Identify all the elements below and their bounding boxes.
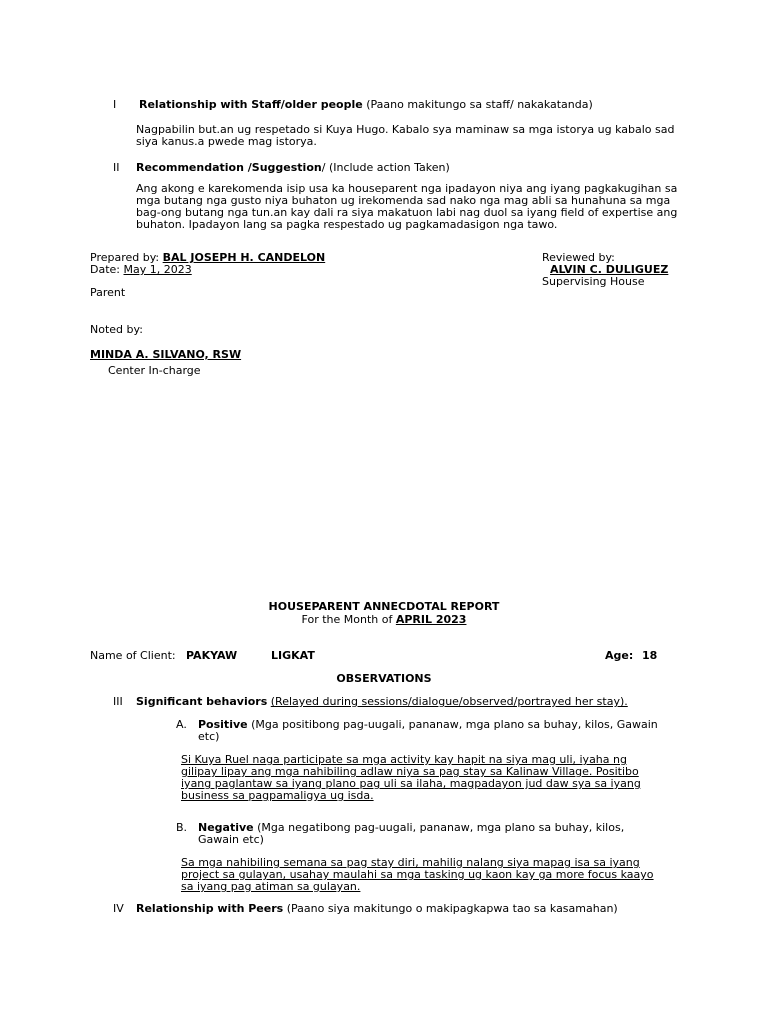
section-ii-numeral: II bbox=[113, 161, 120, 174]
section-iii-heading: Significant behaviors bbox=[136, 695, 268, 708]
observations-heading: OBSERVATIONS bbox=[336, 672, 432, 685]
section-iii-heading-line bbox=[136, 696, 628, 708]
section-i-body: Nagpabilin but.an ug respetado si Kuya Hugo. Kabalo sya maminaw sa mga istorya ug kabalo sad siya kanus.a pwede mag istorya. bbox=[136, 123, 675, 148]
negative-line-1: Sa mga nahibiling semana sa pag stay diri, mahilig nalang siya mapag isa sa iyang bbox=[181, 856, 640, 869]
prepared-by-label: Prepared by: bbox=[90, 251, 163, 264]
date-value: May 1, 2023 bbox=[123, 263, 192, 276]
section-ii-heading: Recommendation /Suggestion bbox=[136, 161, 322, 174]
noted-by-role: Center In-charge bbox=[108, 364, 201, 377]
prepared-by-role: Parent bbox=[90, 286, 126, 299]
section-i-heading-line bbox=[139, 99, 593, 111]
positive-line-2: gilipay lipay ang mga nahibiling adlaw niya sa pag stay sa Kalinaw Village. Positibo bbox=[181, 765, 639, 778]
negative-line-3: sa iyang pag atiman sa gulayan. bbox=[181, 880, 361, 893]
client-first-name: PAKYAW bbox=[186, 649, 238, 662]
positive-note-line2: etc) bbox=[198, 730, 220, 743]
negative-note-line2: Gawain etc) bbox=[198, 833, 264, 846]
reviewed-by-role: Supervising House bbox=[542, 275, 645, 288]
date-line bbox=[90, 264, 192, 276]
section-iii-numeral: III bbox=[113, 695, 123, 708]
client-label: Name of Client: bbox=[90, 649, 176, 662]
positive-note-line1: (Mga positibong pag-uugali, pananaw, mga plano sa buhay, kilos, Gawain bbox=[251, 718, 658, 731]
age-value: 18 bbox=[642, 649, 658, 662]
negative-heading: Negative bbox=[198, 821, 254, 834]
section-i-heading: Relationship with Staff/older people bbox=[139, 98, 363, 111]
negative-note-line1: (Mga negatibong pag-uugali, pananaw, mga plano sa buhay, kilos, bbox=[257, 821, 625, 834]
section-ii-note: (Include action Taken) bbox=[328, 161, 450, 174]
positive-heading-line bbox=[198, 719, 658, 731]
noted-by-label: Noted by: bbox=[90, 323, 143, 336]
noted-by-name: MINDA A. SILVANO, RSW bbox=[90, 348, 242, 361]
negative-letter: B. bbox=[176, 821, 188, 834]
section-iv-heading-line bbox=[136, 903, 618, 915]
section-iv-note: (Paano siya makitungo o makipagkapwa tao sa kasamahan) bbox=[286, 902, 618, 915]
report-subtitle bbox=[0, 614, 768, 626]
positive-letter: A. bbox=[176, 718, 187, 731]
reviewed-by-name: ALVIN C. DULIGUEZ bbox=[550, 263, 669, 276]
section-ii-heading-suffix: / bbox=[321, 161, 326, 174]
report-subtitle-prefix: For the Month of bbox=[301, 613, 396, 626]
section-iv-numeral: IV bbox=[113, 902, 124, 915]
positive-heading: Positive bbox=[198, 718, 248, 731]
reviewed-by-label: Reviewed by: bbox=[542, 251, 615, 264]
report-month: APRIL 2023 bbox=[395, 613, 467, 626]
positive-line-1: Si Kuya Ruel naga participate sa mga activity kay hapit na siya mag uli, iyaha ng bbox=[181, 753, 627, 766]
positive-line-4: business sa pagpamaligya ug isda. bbox=[181, 789, 374, 802]
positive-line-3: iyang paglantaw sa iyang plano pag uli sa ilaha, magpadayon jud daw sya sa iyang bbox=[181, 777, 641, 790]
section-i-note: (Paano makitungo sa staff/ nakakatanda) bbox=[366, 98, 593, 111]
section-ii-body: Ang akong e karekomenda isip usa ka houseparent nga ipadayon niya ang iyang pagkakugihan sa mga butang nga gusto niya buhaton ug irekomenda sad nako nga mag abli sa hunahuna sa mga bag-ong butang nga tun.an kay dali ra siya makatuon labi nag duol sa iyang field of expertise ang buhaton. Ipadayon lang sa pagka respestado ug pagkamadasigon nga tawo. bbox=[136, 182, 678, 231]
report-title: HOUSEPARENT ANNECDOTAL REPORT bbox=[268, 600, 500, 613]
negative-line-2: project sa gulayan, usahay maulahi sa mga tasking ug kaon kay ga more focus kaayo bbox=[181, 868, 654, 881]
section-ii-heading-line bbox=[136, 162, 450, 174]
section-iii-note: (Relayed during sessions/dialogue/observed/portrayed her stay). bbox=[270, 695, 628, 708]
prepared-by-name: BAL JOSEPH H. CANDELON bbox=[162, 251, 326, 264]
client-last-name: LIGKAT bbox=[271, 649, 315, 662]
section-iv-heading: Relationship with Peers bbox=[136, 902, 284, 915]
section-i-numeral: I bbox=[113, 98, 117, 111]
date-label: Date: bbox=[90, 263, 124, 276]
age-label: Age: bbox=[605, 649, 634, 662]
